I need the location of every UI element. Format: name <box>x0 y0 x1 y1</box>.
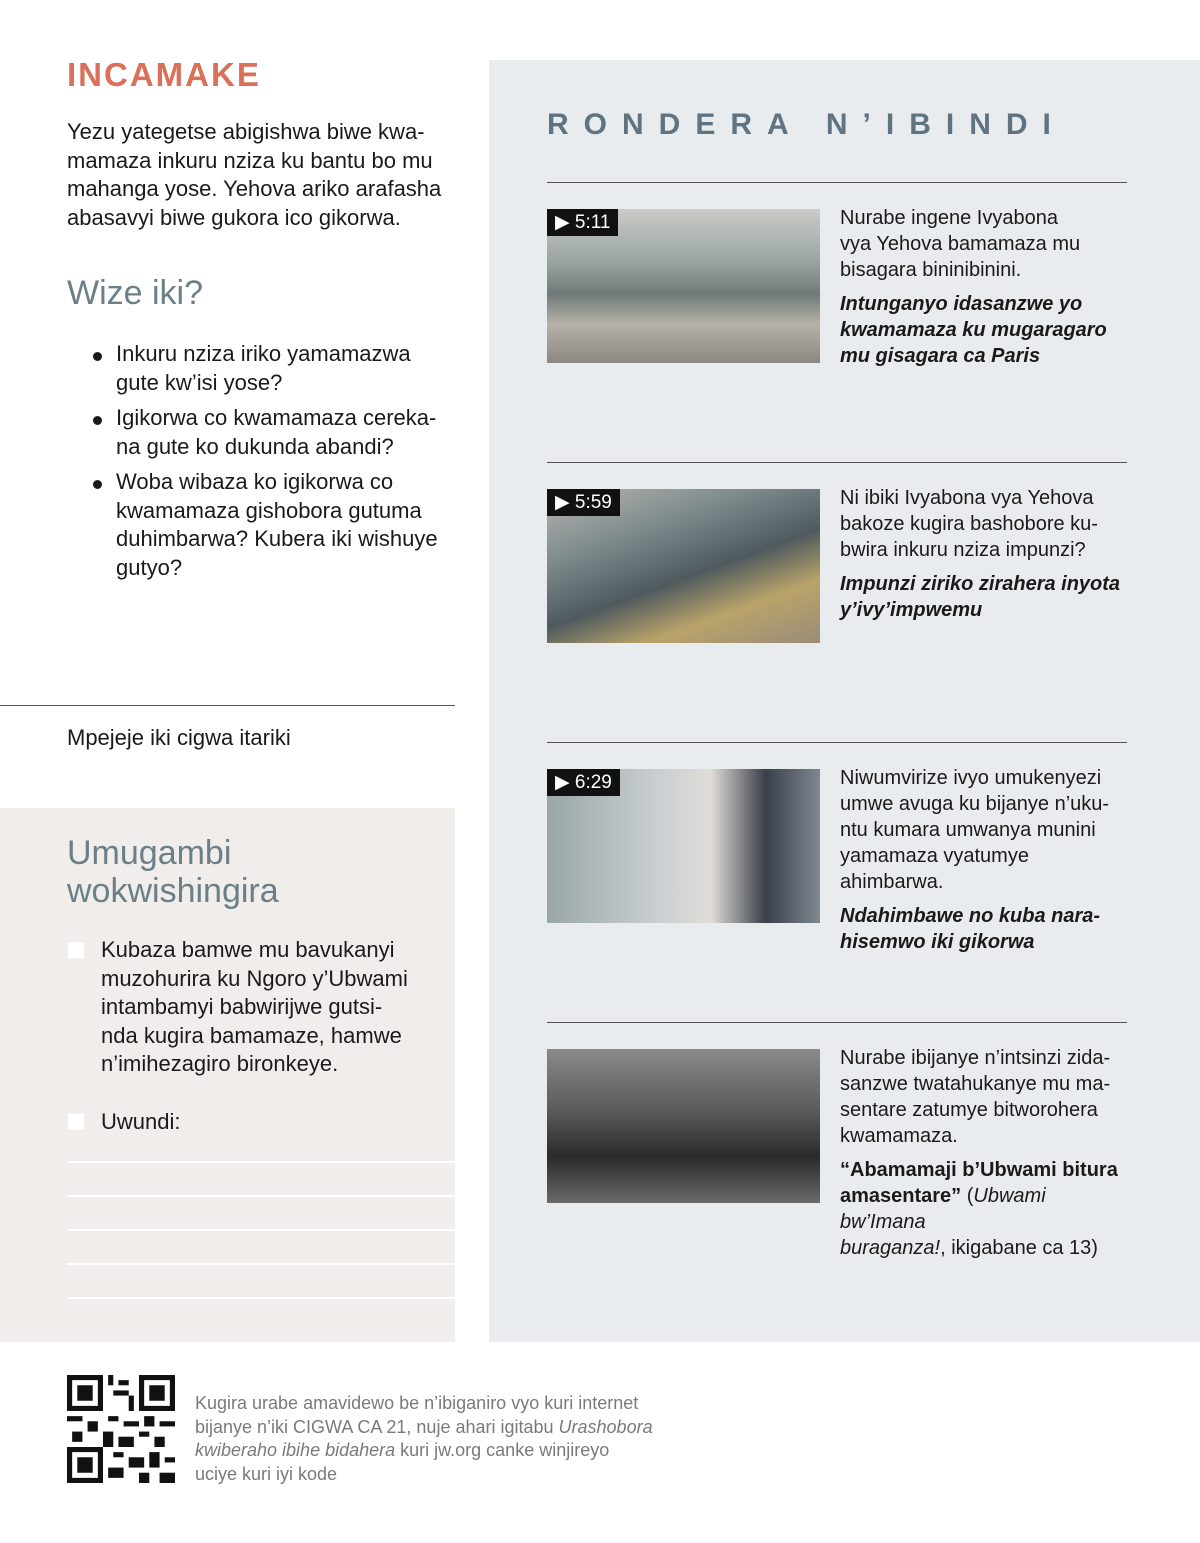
video-item: Niwumvirize ivyo umukenyezi umwe avuga ku bijanye n’uku- ntu kumara umwanya munini yamamaza vyatumye ahimbarwa. Ndahimbawe no kuba nara- hisemwo iki gikorwa <box>840 765 1130 955</box>
video-title-link[interactable]: Impunzi ziriko zirahera inyota y’ivy’impwemu <box>840 573 1121 621</box>
bullet-icon <box>93 352 102 361</box>
bullet-icon <box>93 480 102 489</box>
writing-line[interactable] <box>67 1229 455 1231</box>
goal-heading: Umugambi wokwishingira <box>67 834 279 910</box>
question-item: Woba wibaza ko igikorwa co kwamamaza gishobora gutuma duhimbarwa? Kubera iki wishuye gutyo? <box>90 468 450 582</box>
goal-option-other: Uwundi: <box>101 1109 181 1134</box>
divider <box>547 742 1127 743</box>
writing-line[interactable] <box>67 1161 455 1163</box>
goal-checkbox[interactable] <box>68 942 84 958</box>
question-list <box>90 340 450 589</box>
article-item: Nurabe ibijanye n’intsinzi zida- sanzwe twatahukanye mu ma- sentare zatumye bitworohera kwamamaza. “Abamamaji b’Ubwami bitura amasentare” (Ubwami bw’Imana buraganza!, ikigabane ca 13) <box>840 1047 1118 1259</box>
summary-text: Yezu yategetse abigishwa biwe kwa- mamaza inkuru nziza ku bantu bo mu mahanga yose. Yehova ariko arafasha abasavyi biwe gukora ico gikorwa. <box>67 119 442 230</box>
divider <box>0 705 455 706</box>
writing-line[interactable] <box>67 1297 455 1299</box>
divider <box>547 182 1127 183</box>
video-title-link[interactable]: Ndahimbawe no kuba nara- hisemwo iki gikorwa <box>840 905 1101 953</box>
article-photo <box>547 1049 820 1203</box>
video-duration: ▶ 5:59 <box>547 489 620 516</box>
goal-box <box>0 808 455 1342</box>
video-item: Nurabe ingene Ivyabona vya Yehova bamamaza mu bisagara bininibinini. Intunganyo idasanzwe yo kwamamaza ku mugaragaro mu gisagara ca Paris <box>840 205 1130 369</box>
bullet-icon <box>93 416 102 425</box>
writing-line[interactable] <box>67 1195 455 1197</box>
goal-option: Kubaza bamwe mu bavukanyi muzohurira ku Ngoro y’Ubwami intambamyi babwirijwe gutsi- nda kugira bamamaze, hamwe n’imihezagiro bironkeye. <box>101 937 408 1076</box>
writing-line[interactable] <box>67 1263 455 1265</box>
completion-date-label: Mpejeje iki cigwa itariki <box>67 725 291 750</box>
video-thumbnail[interactable] <box>547 769 820 923</box>
question-item: Inkuru nziza iriko yamamazwa gute kw’isi yose? <box>90 340 450 397</box>
questions-heading: Wize iki? <box>67 274 204 312</box>
explore-heading: RONDERA N’IBINDI <box>547 108 1066 141</box>
divider <box>547 1022 1127 1023</box>
footer-note: Kugira urabe amavidewo be n’ibiganiro vyo kuri internet bijanye n’iki CIGWA CA 21, nuje ahari igitabu Urashobora kwiberaho ibihe bidahera kuri jw.org canke winjireyo uciye kuri iyi kode <box>195 1393 653 1484</box>
summary-title: INCAMAKE <box>67 56 261 93</box>
video-thumbnail[interactable] <box>547 489 820 643</box>
qr-code[interactable] <box>67 1375 175 1483</box>
video-duration: ▶ 5:11 <box>547 209 618 236</box>
video-item: Ni ibiki Ivyabona vya Yehova bakoze kugira bashobore ku- bwira inkuru nziza impunzi? Impunzi ziriko zirahera inyota y’ivy’impwemu <box>840 485 1130 623</box>
question-item: Igikorwa co kwamamaza cereka- na gute ko dukunda abandi? <box>90 404 450 461</box>
divider <box>547 462 1127 463</box>
video-title-link[interactable]: Intunganyo idasanzwe yo kwamamaza ku mugaragaro mu gisagara ca Paris <box>840 293 1107 367</box>
article-title-link[interactable]: “Abamamaji b’Ubwami bitura amasentare” <box>840 1159 1118 1207</box>
other-checkbox[interactable] <box>68 1114 84 1130</box>
video-thumbnail[interactable] <box>547 209 820 363</box>
video-duration: ▶ 6:29 <box>547 769 620 796</box>
